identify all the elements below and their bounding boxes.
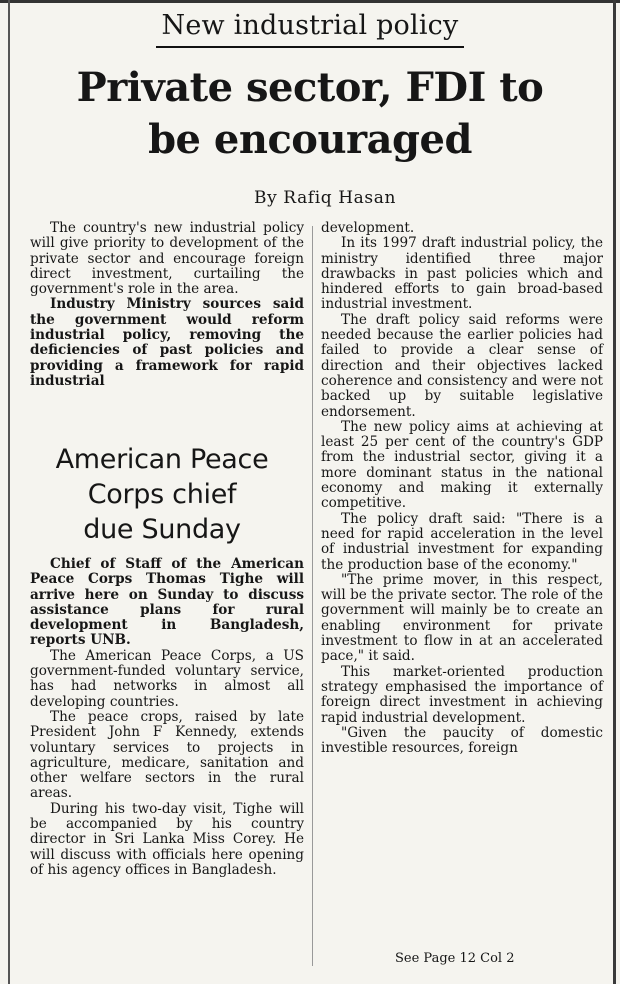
top-rule [0, 0, 620, 3]
article-left-column [30, 221, 304, 389]
article-paragraph: In its 1997 draft industrial policy, the ministry identified three major drawbacks in past policies which and hindered efforts to gain broad-based industrial investment. [321, 235, 603, 313]
brief-paragraph: The peace crops, raised by late President John F Kennedy, extends voluntary services to projects in agriculture, medicare, sanitation and other welfare sectors in the rural areas. [30, 708, 304, 802]
kicker: New industrial policy [156, 10, 465, 48]
brief-paragraph: The American Peace Corps, a US government-funded voluntary service, has had networks in almost all developing countries. [30, 647, 304, 710]
continued-notice: See Page 12 Col 2 [395, 951, 515, 966]
byline: By Rafiq Hasan [253, 188, 396, 208]
article-paragraph: The draft policy said reforms were needed because the earlier policies had failed to provide a clear sense of direction and their objectives lacked coherence and consistency and were not backed up by suitable legislative endorsement. [321, 311, 603, 420]
main-headline [0, 62, 620, 166]
column-divider [312, 226, 313, 966]
article-paragraph: The new policy aims at achieving at least 25 per cent of the country's GDP from the industrial sector, giving it a more dominant status in the national economy and making it externally competitive. [321, 418, 603, 512]
article-right-column [321, 221, 603, 756]
article-paragraph: The country's new industrial policy will give priority to development of the private sector and encourage foreign direct investment, curtailing the government's role in the area. [30, 220, 304, 298]
brief-paragraph: During his two-day visit, Tighe will be accompanied by his country director in Sri Lanka Miss Corey. He will discuss with officials here opening of his agency offices in Bangladesh. [30, 800, 304, 878]
headline-line-1: Private sector, FDI to [76, 64, 544, 111]
article-paragraph: "The prime mover, in this respect, will be the private sector. The role of the government will mainly be to create an enabling environment for private investment to flow in at an accelerated pace," it said. [321, 571, 603, 665]
brief-column [30, 557, 304, 878]
brief-headline-line-3: due Sunday [83, 514, 241, 545]
article-paragraph: Industry Ministry sources said the government would reform industrial policy, removing the deficiencies of past policies and providing a framework for rapid industrial [30, 296, 304, 389]
article-paragraph: development. [321, 220, 415, 236]
brief-headline-line-2: Corps chief [87, 479, 237, 510]
kicker-wrapper [0, 10, 620, 48]
brief-headline [12, 442, 312, 547]
article-paragraph: The policy draft said: "There is a need for rapid acceleration in the level of industrial investment for expanding the production base of the economy." [321, 510, 603, 573]
headline-line-2: be encouraged [148, 116, 472, 163]
article-paragraph: "Given the paucity of domestic investible resources, foreign [321, 724, 603, 757]
brief-headline-line-1: American Peace [55, 444, 269, 475]
brief-paragraph: Chief of Staff of the American Peace Corps Thomas Tighe will arrive here on Sunday to discuss assistance plans for rural development in Bangladesh, reports UNB. [30, 556, 304, 649]
article-paragraph: This market-oriented production strategy emphasised the importance of foreign direct investment in achieving rapid industrial development. [321, 663, 603, 726]
